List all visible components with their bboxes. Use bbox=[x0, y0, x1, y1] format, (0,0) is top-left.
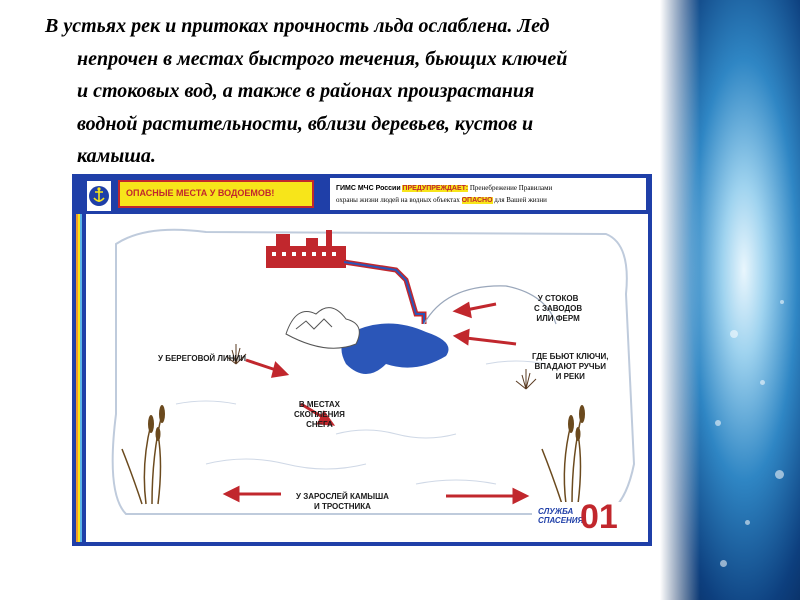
bubble bbox=[745, 520, 750, 525]
label-reeds bbox=[296, 492, 389, 512]
warning-line-1 bbox=[336, 184, 552, 192]
label-line: СНЕГА bbox=[306, 420, 333, 429]
reeds-icon bbox=[122, 414, 162, 504]
rescue-service-label bbox=[538, 507, 583, 525]
snow-bush-icon bbox=[286, 308, 359, 349]
warning-line-2 bbox=[336, 196, 547, 204]
bubble bbox=[730, 330, 738, 338]
poster-title: ОПАСНЫЕ МЕСТА У ВОДОЕМОВ! bbox=[126, 188, 275, 198]
label-factories bbox=[534, 294, 582, 324]
label-line: СПАСЕНИЯ bbox=[538, 516, 584, 525]
label-line: ГДЕ БЬЮТ КЛЮЧИ, bbox=[532, 352, 609, 361]
text-line: водной растительности, вблизи деревьев, кустов и bbox=[77, 112, 534, 135]
text-line: и стоковых вод, а также в районах произрастания bbox=[77, 80, 535, 102]
warning-text-1: Пренебрежение Правилами bbox=[469, 184, 553, 192]
label-line: У СТОКОВ bbox=[537, 294, 579, 303]
main-text bbox=[45, 10, 695, 173]
label-line: В МЕСТАХ bbox=[298, 400, 340, 409]
poster-side-stripe bbox=[76, 214, 82, 542]
bubble bbox=[760, 380, 765, 385]
label-springs bbox=[532, 352, 609, 382]
drain-pipe bbox=[344, 262, 424, 324]
label-line: И ТРОСТНИКА bbox=[313, 502, 371, 511]
bubble bbox=[775, 470, 784, 479]
bubble bbox=[715, 420, 721, 426]
warning-text-2: охраны жизни людей на водных объектах bbox=[336, 196, 460, 204]
warning-org: ГИМС МЧС России bbox=[336, 185, 401, 192]
label-line: У БЕРЕГОВОЙ ЛИНИИ bbox=[158, 354, 247, 363]
rescue-number: 01 bbox=[580, 498, 618, 536]
label-shore bbox=[158, 354, 246, 364]
label-line: У ЗАРОСЛЕЙ КАМЫША bbox=[296, 492, 389, 501]
bubble bbox=[720, 560, 727, 567]
safety-poster bbox=[72, 174, 652, 546]
reeds-icon bbox=[542, 414, 582, 504]
reed-heads bbox=[148, 405, 165, 441]
label-snow bbox=[294, 400, 345, 430]
anchor-emblem-icon bbox=[86, 180, 112, 212]
factory-icon bbox=[266, 230, 346, 268]
poster-title-box bbox=[118, 180, 314, 208]
warning-box bbox=[330, 178, 646, 210]
ice-texture bbox=[176, 361, 546, 484]
warning-warns: ПРЕДУПРЕЖДАЕТ: bbox=[402, 185, 469, 192]
text-line: непрочен в местах быстрого течения, бьющих ключей bbox=[77, 47, 568, 70]
label-line: СЛУЖБА bbox=[538, 507, 574, 516]
text-line: В устьях рек и притоках прочность льда ослаблена. Лед bbox=[45, 15, 550, 37]
warning-text-3: для Вашей жизни bbox=[494, 196, 547, 204]
rescue-service-badge bbox=[532, 498, 644, 538]
label-line: ИЛИ ФЕРМ bbox=[536, 314, 580, 323]
label-line: ВПАДАЮТ РУЧЬИ bbox=[534, 362, 607, 371]
label-line: С ЗАВОДОВ bbox=[534, 304, 583, 313]
bubble bbox=[780, 300, 784, 304]
hazard-map bbox=[86, 214, 648, 542]
label-line: СКОПЛЕНИЯ bbox=[294, 410, 345, 419]
label-line: И РЕКИ bbox=[555, 372, 585, 381]
warning-danger: ОПАСНО bbox=[461, 197, 493, 204]
text-line: камыша. bbox=[77, 145, 156, 167]
